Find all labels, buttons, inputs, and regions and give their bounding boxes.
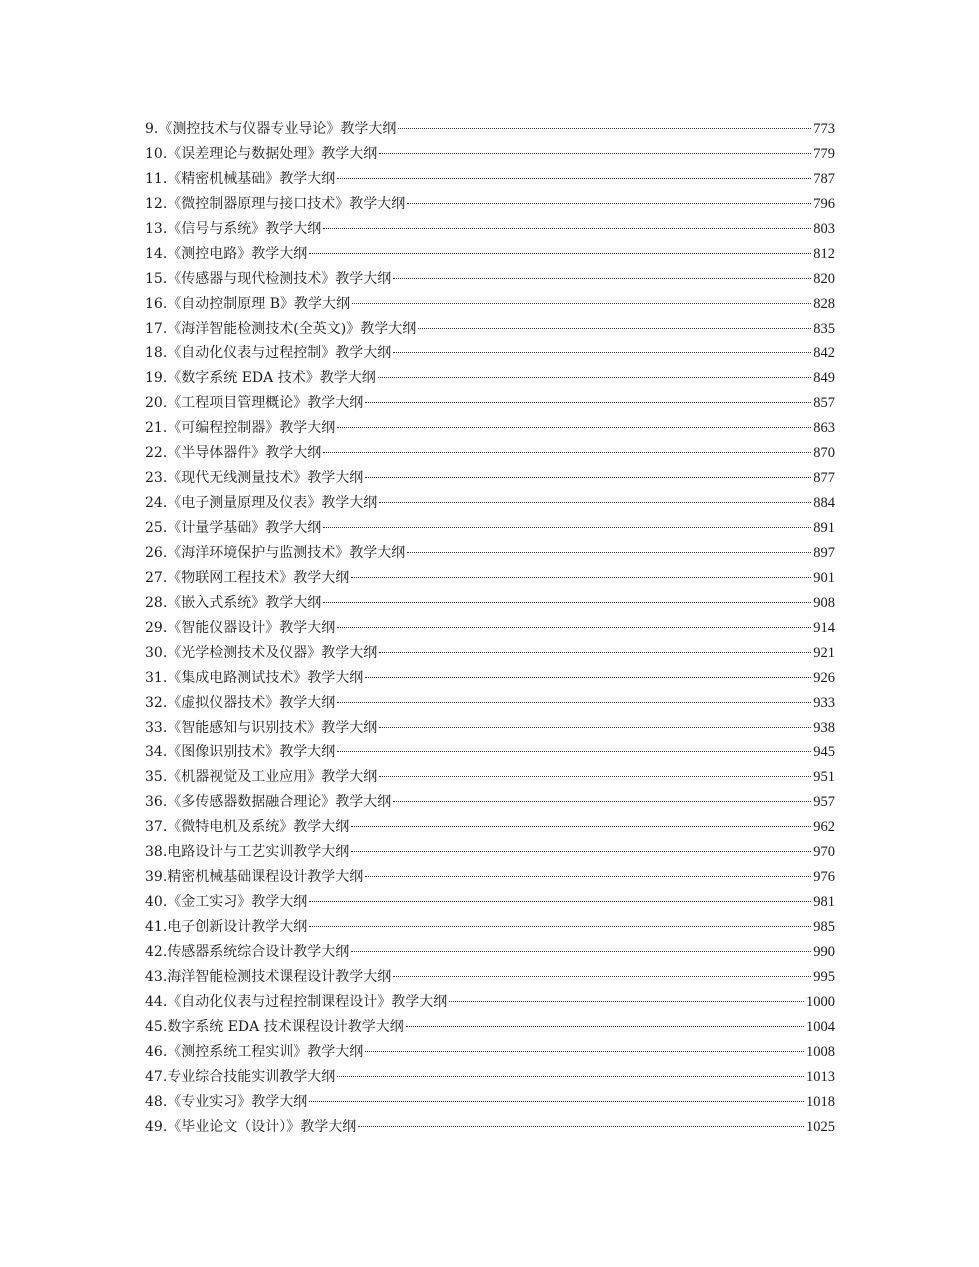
dot-leader bbox=[309, 1101, 804, 1102]
toc-entry-page-number: 995 bbox=[813, 968, 835, 985]
toc-entry-page-number: 926 bbox=[813, 669, 835, 686]
toc-entry[interactable] bbox=[145, 192, 835, 217]
dot-leader bbox=[406, 1026, 804, 1027]
dot-leader bbox=[365, 1051, 804, 1052]
toc-entry-page-number: 914 bbox=[813, 619, 835, 636]
toc-entry-page-number: 779 bbox=[813, 145, 835, 162]
toc-entry[interactable] bbox=[145, 740, 835, 765]
toc-entry-page-number: 933 bbox=[813, 694, 835, 711]
dot-leader bbox=[379, 727, 811, 728]
toc-entry-page-number: 796 bbox=[813, 195, 835, 212]
toc-entry-page-number: 828 bbox=[813, 295, 835, 312]
toc-entry-page-number: 812 bbox=[813, 245, 835, 262]
toc-entry[interactable] bbox=[145, 1090, 835, 1115]
toc-entry-title: 47.专业综合技能实训教学大纲 bbox=[145, 1068, 336, 1085]
toc-entry-page-number: 938 bbox=[813, 719, 835, 736]
dot-leader bbox=[365, 876, 811, 877]
toc-entry[interactable] bbox=[145, 815, 835, 840]
toc-entry[interactable] bbox=[145, 516, 835, 541]
toc-entry-title: 14.《测控电路》教学大纲 bbox=[145, 245, 308, 262]
toc-entry-page-number: 957 bbox=[813, 794, 835, 811]
toc-entry-page-number: 1000 bbox=[806, 993, 835, 1010]
toc-entry-page-number: 921 bbox=[813, 644, 835, 661]
toc-entry[interactable] bbox=[145, 1115, 835, 1140]
toc-entry-page-number: 835 bbox=[813, 320, 835, 337]
dot-leader bbox=[351, 951, 811, 952]
toc-entry-title: 27.《物联网工程技术》教学大纲 bbox=[145, 569, 350, 586]
toc-entry-page-number: 985 bbox=[813, 919, 835, 935]
toc-entry[interactable] bbox=[145, 441, 835, 466]
dot-leader bbox=[379, 776, 811, 777]
toc-entry-title: 43.海洋智能检测技术课程设计教学大纲 bbox=[145, 968, 392, 985]
toc-entry-title: 48.《专业实习》教学大纲 bbox=[145, 1093, 308, 1110]
toc-entry-title: 42.传感器系统综合设计教学大纲 bbox=[145, 943, 350, 960]
dot-leader bbox=[337, 178, 811, 179]
toc-entry-page-number: 908 bbox=[813, 594, 835, 611]
toc-entry-title: 44.《自动化仪表与过程控制课程设计》教学大纲 bbox=[145, 993, 448, 1010]
toc-entry-title: 24.《电子测量原理及仪表》教学大纲 bbox=[145, 495, 378, 512]
toc-entry-title: 15.《传感器与现代检测技术》教学大纲 bbox=[145, 270, 392, 287]
toc-entry-title: 46.《测控系统工程实训》教学大纲 bbox=[145, 1043, 364, 1060]
dot-leader bbox=[418, 328, 811, 329]
toc-entry[interactable] bbox=[145, 541, 835, 566]
toc-entry-title: 26.《海洋环境保护与监测技术》教学大纲 bbox=[145, 544, 406, 561]
toc-entry-title: 28.《嵌入式系统》教学大纲 bbox=[145, 594, 322, 611]
dot-leader bbox=[378, 377, 812, 378]
toc-entry-title: 36.《多传感器数据融合理论》教学大纲 bbox=[145, 794, 392, 811]
toc-entry[interactable] bbox=[145, 217, 835, 242]
dot-leader bbox=[351, 851, 811, 852]
toc-entry[interactable] bbox=[145, 117, 835, 142]
toc-entry-title: 9.《测控技术与仪器专业导论》教学大纲 bbox=[145, 121, 397, 137]
toc-entry-page-number: 891 bbox=[813, 520, 835, 536]
toc-entry-page-number: 901 bbox=[813, 569, 835, 586]
toc-entry-page-number: 803 bbox=[813, 220, 835, 237]
toc-entry[interactable] bbox=[145, 765, 835, 790]
dot-leader bbox=[337, 702, 811, 703]
toc-entry[interactable] bbox=[145, 865, 835, 890]
dot-leader bbox=[365, 477, 811, 478]
dot-leader bbox=[393, 801, 811, 802]
dot-leader bbox=[358, 1126, 804, 1127]
toc-entry-title: 37.《微特电机及系统》教学大纲 bbox=[145, 819, 350, 836]
toc-entry-page-number: 842 bbox=[813, 345, 835, 362]
toc-entry[interactable] bbox=[145, 666, 835, 691]
toc-entry[interactable] bbox=[145, 1040, 835, 1065]
toc-entry-title: 19.《数字系统 EDA 技术》教学大纲 bbox=[145, 370, 376, 387]
toc-entry-page-number: 849 bbox=[813, 370, 835, 387]
dot-leader bbox=[309, 253, 811, 254]
dot-leader bbox=[337, 627, 811, 628]
toc-entry-title: 12.《微控制器原理与接口技术》教学大纲 bbox=[145, 195, 406, 212]
toc-entry-title: 34.《图像识别技术》教学大纲 bbox=[145, 744, 336, 761]
dot-leader bbox=[407, 552, 811, 553]
dot-leader bbox=[365, 402, 811, 403]
toc-entry-title: 25.《计量学基础》教学大纲 bbox=[145, 520, 322, 536]
toc-entry-title: 23.《现代无线测量技术》教学大纲 bbox=[145, 470, 364, 487]
dot-leader bbox=[379, 153, 811, 154]
toc-entry[interactable] bbox=[145, 1015, 835, 1040]
toc-entry-title: 41.电子创新设计教学大纲 bbox=[145, 919, 308, 935]
toc-entry-page-number: 884 bbox=[813, 495, 835, 512]
dot-leader bbox=[365, 677, 811, 678]
toc-entry-page-number: 773 bbox=[813, 121, 835, 137]
toc-entry-page-number: 945 bbox=[813, 744, 835, 761]
dot-leader bbox=[407, 203, 811, 204]
toc-entry-title: 32.《虚拟仪器技术》教学大纲 bbox=[145, 694, 336, 711]
toc-entry-title: 10.《误差理论与数据处理》教学大纲 bbox=[145, 145, 378, 162]
dot-leader bbox=[393, 352, 811, 353]
toc-entry-title: 45.数字系统 EDA 技术课程设计教学大纲 bbox=[145, 1018, 404, 1035]
toc-entry-page-number: 962 bbox=[813, 819, 835, 836]
toc-entry[interactable] bbox=[145, 366, 835, 391]
toc-entry-title: 11.《精密机械基础》教学大纲 bbox=[145, 170, 336, 187]
toc-entry-page-number: 970 bbox=[813, 844, 835, 861]
dot-leader bbox=[379, 652, 811, 653]
dot-leader bbox=[337, 1076, 804, 1077]
toc-entry-title: 30.《光学检测技术及仪器》教学大纲 bbox=[145, 644, 378, 661]
dot-leader bbox=[393, 278, 811, 279]
toc-entry-page-number: 820 bbox=[813, 270, 835, 287]
toc-entry-title: 31.《集成电路测试技术》教学大纲 bbox=[145, 669, 364, 686]
dot-leader bbox=[309, 926, 811, 927]
toc-entry[interactable] bbox=[145, 591, 835, 616]
toc-entry[interactable] bbox=[145, 341, 835, 366]
toc-entry[interactable] bbox=[145, 317, 835, 342]
toc-entry[interactable] bbox=[145, 915, 835, 940]
toc-entry-page-number: 981 bbox=[813, 894, 835, 911]
toc-entry-title: 17.《海洋智能检测技术(全英文)》教学大纲 bbox=[145, 320, 417, 337]
dot-leader bbox=[398, 128, 811, 129]
toc-entry[interactable] bbox=[145, 641, 835, 666]
toc-entry[interactable] bbox=[145, 391, 835, 416]
toc-entry[interactable] bbox=[145, 1065, 835, 1090]
toc-entry-page-number: 863 bbox=[813, 420, 835, 437]
toc-entry[interactable] bbox=[145, 242, 835, 267]
toc-entry-title: 35.《机器视觉及工业应用》教学大纲 bbox=[145, 769, 378, 786]
toc-entry-page-number: 1008 bbox=[806, 1043, 835, 1060]
toc-entry-title: 16.《自动控制原理 B》教学大纲 bbox=[145, 295, 351, 312]
toc-entry[interactable] bbox=[145, 292, 835, 317]
table-of-contents bbox=[145, 117, 835, 1139]
toc-entry-title: 20.《工程项目管理概论》教学大纲 bbox=[145, 395, 364, 412]
toc-entry[interactable] bbox=[145, 167, 835, 192]
toc-entry-title: 13.《信号与系统》教学大纲 bbox=[145, 220, 322, 237]
dot-leader bbox=[323, 527, 811, 528]
toc-entry[interactable] bbox=[145, 990, 835, 1015]
toc-entry[interactable] bbox=[145, 491, 835, 516]
toc-entry-page-number: 897 bbox=[813, 544, 835, 561]
toc-entry-page-number: 857 bbox=[813, 395, 835, 412]
dot-leader bbox=[351, 826, 811, 827]
dot-leader bbox=[337, 751, 811, 752]
toc-entry[interactable] bbox=[145, 940, 835, 965]
toc-entry[interactable] bbox=[145, 416, 835, 441]
toc-entry[interactable] bbox=[145, 466, 835, 491]
toc-entry-title: 49.《毕业论文（设计）》教学大纲 bbox=[145, 1118, 357, 1135]
toc-entry-title: 39.精密机械基础课程设计教学大纲 bbox=[145, 869, 364, 886]
toc-entry[interactable] bbox=[145, 890, 835, 915]
toc-entry-title: 40.《金工实习》教学大纲 bbox=[145, 894, 308, 911]
toc-entry[interactable] bbox=[145, 840, 835, 865]
toc-entry[interactable] bbox=[145, 716, 835, 741]
toc-entry-page-number: 787 bbox=[813, 170, 835, 187]
toc-entry-page-number: 877 bbox=[813, 470, 835, 487]
toc-entry-page-number: 1018 bbox=[806, 1093, 835, 1110]
dot-leader bbox=[393, 976, 811, 977]
toc-entry[interactable] bbox=[145, 616, 835, 641]
toc-entry[interactable] bbox=[145, 965, 835, 990]
dot-leader bbox=[323, 228, 811, 229]
dot-leader bbox=[323, 452, 811, 453]
dot-leader bbox=[379, 502, 811, 503]
dot-leader bbox=[352, 303, 811, 304]
toc-entry[interactable] bbox=[145, 790, 835, 815]
toc-entry-title: 29.《智能仪器设计》教学大纲 bbox=[145, 619, 336, 636]
toc-entry-title: 21.《可编程控制器》教学大纲 bbox=[145, 420, 336, 437]
toc-entry-page-number: 976 bbox=[813, 869, 835, 886]
dot-leader bbox=[337, 427, 811, 428]
toc-entry-title: 22.《半导体器件》教学大纲 bbox=[145, 445, 322, 462]
toc-entry[interactable] bbox=[145, 566, 835, 591]
toc-entry[interactable] bbox=[145, 691, 835, 716]
toc-entry-page-number: 870 bbox=[813, 445, 835, 462]
toc-entry-page-number: 990 bbox=[813, 943, 835, 960]
toc-entry-title: 18.《自动化仪表与过程控制》教学大纲 bbox=[145, 345, 392, 362]
toc-entry[interactable] bbox=[145, 142, 835, 167]
toc-entry-page-number: 1025 bbox=[806, 1118, 835, 1135]
dot-leader bbox=[351, 577, 811, 578]
toc-entry-page-number: 1004 bbox=[806, 1018, 835, 1035]
toc-entry-page-number: 1013 bbox=[806, 1068, 835, 1085]
dot-leader bbox=[449, 1001, 804, 1002]
dot-leader bbox=[309, 901, 811, 902]
dot-leader bbox=[323, 602, 811, 603]
toc-entry-title: 38.电路设计与工艺实训教学大纲 bbox=[145, 844, 350, 861]
toc-entry[interactable] bbox=[145, 267, 835, 292]
toc-entry-page-number: 951 bbox=[813, 769, 835, 786]
toc-entry-title: 33.《智能感知与识别技术》教学大纲 bbox=[145, 719, 378, 736]
